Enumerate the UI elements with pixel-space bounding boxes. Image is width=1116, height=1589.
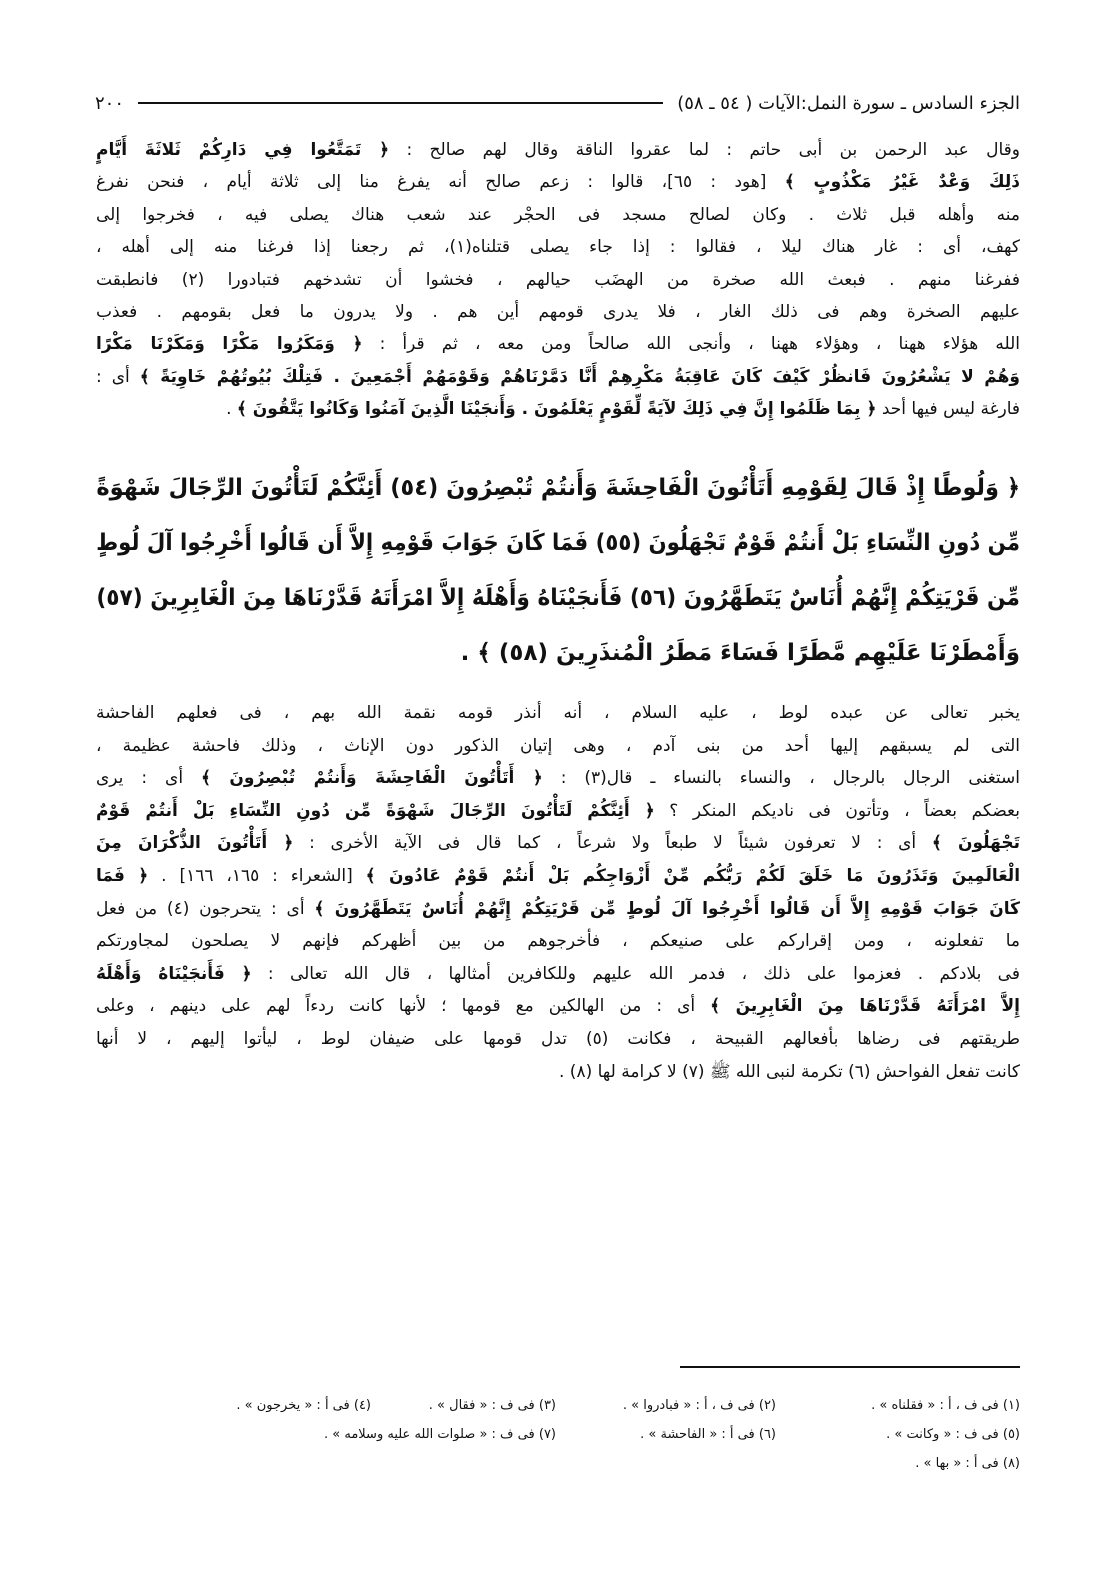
quran-quote: وَهُمْ لا يَشْعُرُونَ فَانظُرْ كَيْفَ كَانَ عَاقِبَةُ مَكْرِهِمْ أَنَّا دَمَّرْنَاهُمْ وَقَوْمَهُمْ أَجْمَعِينَ . فَتِلْكَ بُيُوتُهُمْ خَاوِيَةً ﴾	[139, 366, 1020, 387]
footnote-separator	[680, 1366, 1020, 1368]
footnote: (١) فى ف ، أ : « فقلناه » .	[871, 1398, 1020, 1413]
footnote: (٧) فى ف : « صلوات الله عليه وسلامه » .	[324, 1427, 556, 1442]
paragraph-line	[96, 731, 1020, 761]
text-segment: بعضكم بعضاً ، وتأتون فى ناديكم المنكر ؟	[654, 800, 1020, 821]
paragraph-line	[96, 698, 1020, 728]
paragraph-line	[96, 959, 1020, 989]
paragraph-line	[96, 1024, 1020, 1054]
text-segment: .	[226, 399, 237, 420]
quran-quote: الْعَالَمِينَ وَتَذَرُونَ مَا خَلَقَ لَكُمْ رَبُّكُم مِّنْ أَزْوَاجِكُم بَلْ أَنتُمْ قَوْمٌ عَادُونَ ﴾	[365, 866, 1021, 886]
text-segment: كانت تفعل الفواحش (٦) تكرمة لنبى الله ﷺ (٧) لا كرامة لها (٨) .	[559, 1061, 1020, 1082]
text-segment: أى : يرى	[96, 768, 201, 789]
quran-quote: إِلاَّ امْرَأَتَهُ قَدَّرْنَاهَا مِنَ الْغَابِرِينَ ﴾	[710, 996, 1020, 1017]
paragraph-line	[96, 297, 1020, 327]
footnote: (٢) فى ف ، أ : « فبادروا » .	[622, 1398, 776, 1413]
text-segment: أى :	[96, 366, 140, 387]
footnote: (٣) فى ف : « فقال » .	[428, 1398, 556, 1413]
text-segment: أى : من الهالكين مع قومها ؛ لأنها كانت ردءاً لهم على دينهم ، وعلى	[96, 996, 711, 1017]
quran-quote: ﴿ فَأَنجَيْنَاهُ وَأَهْلَهُ	[96, 963, 252, 984]
paragraph-line	[96, 991, 1020, 1021]
text-segment: أى : يتحرجون (٤) من فعل	[96, 898, 315, 919]
text-segment: [هود : ٦٥]، قالوا : زعم صالح أنه يفرغ منا إلى ثلاثة أيام ، فنحن نفرغ	[96, 172, 785, 193]
quran-quote: ﴿ وَمَكَرُوا مَكْرًا وَمَكَرْنَا مَكْرًا	[96, 334, 363, 355]
paragraph-line	[96, 200, 1020, 230]
paragraph-line	[96, 894, 1020, 924]
page-number: ٢٠٠	[95, 92, 125, 114]
paragraph-line	[96, 394, 1020, 424]
paragraph-line	[96, 362, 1020, 392]
text-segment: استغنى الرجال بالرجال ، والنساء بالنساء ـ قال(٣) :	[542, 768, 1021, 789]
quran-quote: كَانَ جَوَابَ قَوْمِهِ إِلاَّ أَن قَالُوا أَخْرِجُوا آلَ لُوطٍ مِّن قَرْيَتِكُمْ إِنَّهُمْ أُنَاسٌ يَتَطَهَّرُونَ ﴾	[314, 898, 1020, 919]
paragraph-line	[96, 926, 1020, 956]
paragraph-line	[96, 232, 1020, 262]
verse-line	[96, 574, 1020, 622]
header-rule	[138, 102, 663, 104]
footnote: (٦) فى أ : « الفاحشة » .	[640, 1427, 776, 1442]
paragraph-line	[96, 135, 1020, 165]
verse-line	[96, 629, 1020, 677]
text-segment: ففرغنا منهم . فبعث الله صخرة من الهضَب حيالهم ، فخشوا أن تشدخهم فتبادورا (٢) فانطبقت	[96, 269, 1020, 290]
text-segment: أى : لا تعرفون شيئاً لا طبعاً ولا شرعاً ، كما قال فى الآية الأخرى :	[293, 833, 932, 854]
footnote: (٤) فى أ : « يخرجون » .	[236, 1398, 371, 1413]
paragraph-line	[96, 1057, 1020, 1087]
paragraph-line	[96, 796, 1020, 826]
text-segment: فى بلادكم . فعزموا على ذلك ، فدمر الله عليهم وللكافرين أمثالها ، قال الله تعالى :	[251, 963, 1020, 984]
text-segment: منه وأهله قبل ثلاث . وكان لصالح مسجد فى الحجْر عند شعب هناك يصلى فيه ، فخرجوا إلى	[96, 204, 1020, 225]
footnote: (٨) فى أ : « بها » .	[915, 1456, 1020, 1471]
text-segment: فارغة ليس فيها أحد	[876, 399, 1020, 420]
running-title: الجزء السادس ـ سورة النمل:الآيات ( ٥٤ ـ ٥٨)	[677, 92, 1020, 114]
paragraph-line	[96, 167, 1020, 197]
quran-quote: ﴿ أَئِنَّكُمْ لَتَأْتُونَ الرِّجَالَ شَهْوَةً مِّن دُونِ النِّسَاءِ بَلْ أَنتُمْ قَوْمٌ	[96, 800, 655, 821]
text-segment: يخبر تعالى عن عبده لوط ، عليه السلام ، أنه أنذر قومه نقمة الله بهم ، فى فعلهم الفاحشة	[96, 703, 1020, 723]
running-header	[95, 88, 1020, 118]
text-segment: ما تفعلونه ، ومن إقراركم على صنيعكم ، فأخرجوهم من بين أظهركم فإنهم لا يصلحون لمجاورتكم	[96, 931, 1020, 952]
text-segment: طريقتهم فى رضاها بأفعالهم القبيحة ، فكانت (٥) تدل قومها على ضيفان لوط ، ليأتوا إليهم ، لا أنها	[96, 1029, 1020, 1049]
text-segment: ﴿ وَلُوطًا إِذْ قَالَ لِقَوْمِهِ أَتَأْتُونَ الْفَاحِشَةَ وَأَنتُمْ تُبْصِرُونَ (٥٤) أَئِنَّكُمْ لَتَأْتُونَ الرِّجَالَ شَهْوَةً	[96, 475, 1020, 501]
text-segment: وَأَمْطَرْنَا عَلَيْهِم مَّطَرًا فَسَاءَ مَطَرُ الْمُنذَرِينَ (٥٨) ﴾ .	[460, 640, 1020, 666]
quran-quote: ﴿ بِمَا ظَلَمُوا إِنَّ فِي ذَلِكَ لآيَةً لِّقَوْمٍ يَعْلَمُونَ . وَأَنجَيْنَا الَّذِينَ آمَنُوا وَكَانُوا يَتَّقُونَ ﴾	[236, 399, 877, 420]
paragraph-line	[96, 265, 1020, 295]
quran-quote: تَجْهَلُونَ ﴾	[931, 833, 1020, 854]
text-segment: وقال عبد الرحمن بن أبى حاتم : لما عقروا الناقة وقال لهم صالح :	[389, 140, 1020, 160]
footnote: (٥) فى ف : « وكانت » .	[886, 1427, 1020, 1442]
text-segment: كهف، أى : غار هناك ليلا ، فقالوا : إذا جاء يصلى قتلناه(١)، ثم رجعنا إذا فرغنا منه إلى أهله ،	[96, 237, 1020, 258]
text-segment: مِّن قَرْيَتِكُمْ إِنَّهُمْ أُنَاسٌ يَتَطَهَّرُونَ (٥٦) فَأَنجَيْنَاهُ وَأَهْلَهُ إِلاَّ امْرَأَتَهُ قَدَّرْنَاهَا مِنَ الْغَابِرِينَ (٥٧)	[96, 585, 1020, 611]
verse-line	[96, 464, 1020, 512]
text-segment: مِّن دُونِ النِّسَاءِ بَلْ أَنتُمْ قَوْمٌ تَجْهَلُونَ (٥٥) فَمَا كَانَ جَوَابَ قَوْمِهِ إِلاَّ أَن قَالُوا أَخْرِجُوا آلَ لُوطٍ	[96, 530, 1020, 556]
quran-quote: ذَلِكَ وَعْدٌ غَيْرُ مَكْذُوبٍ ﴾	[784, 172, 1020, 193]
verse-line	[96, 519, 1020, 567]
paragraph-line	[96, 329, 1020, 359]
text-segment: التى لم يسبقهم إليها أحد من بنى آدم ، وهى إتيان الذكور دون الإناث ، وذلك فاحشة عظيمة ،	[96, 735, 1020, 756]
text-segment: [الشعراء : ١٦٥، ١٦٦] .	[148, 866, 366, 886]
quran-quote: ﴿ تَمَتَّعُوا فِي دَارِكُمْ ثَلاثَةَ أَيَّامٍ	[96, 140, 390, 160]
quran-quote: ﴿ أَتَأْتُونَ الْفَاحِشَةَ وَأَنتُمْ تُبْصِرُونَ ﴾	[200, 768, 543, 789]
paragraph-line	[96, 828, 1020, 858]
quran-quote: ﴿ فَمَا	[96, 866, 149, 886]
paragraph-line	[96, 861, 1020, 891]
text-segment: الله هؤلاء ههنا ، وهؤلاء ههنا ، وأنجى الله صالحاً ومن معه ، ثم قرأ :	[362, 334, 1020, 355]
text-segment: عليهم الصخرة وهم فى ذلك الغار ، فلا يدرى قومهم أين هم . ولا يدرون ما فعل بقومهم . فعذب	[96, 302, 1020, 322]
quran-quote: ﴿ أَتَأْتُونَ الذُّكْرَانَ مِنَ	[96, 833, 294, 854]
paragraph-line	[96, 763, 1020, 793]
